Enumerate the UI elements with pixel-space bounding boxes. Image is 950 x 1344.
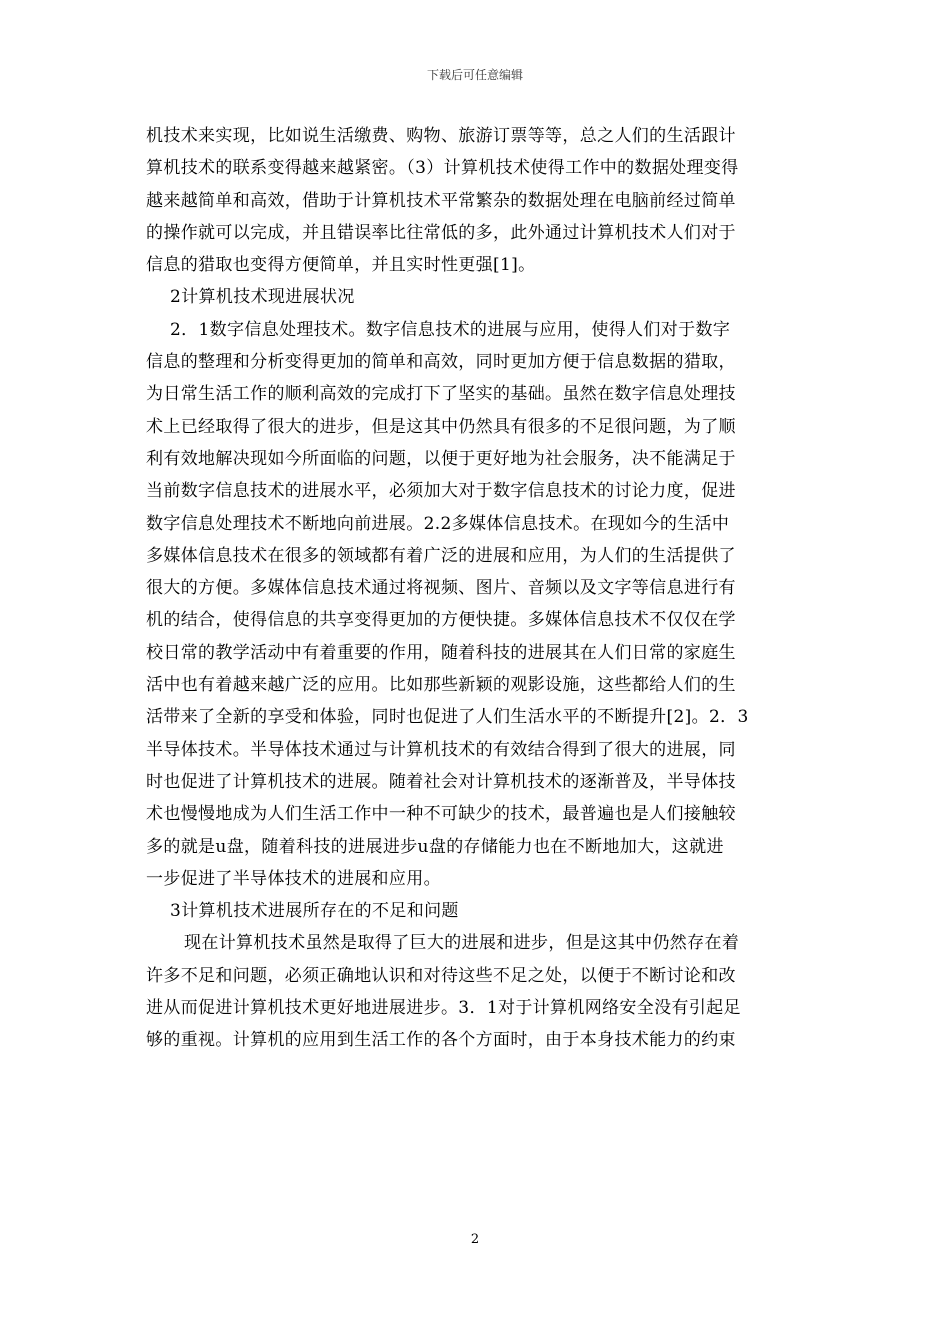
text-line: 机技术来实现，比如说生活缴费、购物、旅游订票等等，总之人们的生活跟计 (146, 126, 736, 146)
text-line: 算机技术的联系变得越来越紧密。（3）计算机技术使得工作中的数据处理变得 (146, 158, 739, 179)
text-line: 多的就是u盘，随着科技的进展进步u盘的存储能力也在不断地加大，这就进 (146, 836, 724, 857)
text-line: 一步促进了半导体技术的进展和应用。 (146, 868, 441, 889)
text-line: 进从而促进计算机技术更好地进展进步。3．1对于计算机网络安全没有引起足 (146, 998, 741, 1019)
text-line: 信息的整理和分析变得更加的简单和高效，同时更加方便于信息数据的猎取， (146, 352, 736, 373)
text-line: 时也促进了计算机技术的进展。随着社会对计算机技术的逐渐普及，半导体技 (146, 771, 736, 792)
text-line: 活中也有着越来越广泛的应用。比如那些新颖的观影设施，这些都给人们的生 (146, 675, 736, 696)
text-line: 活带来了全新的享受和体验，同时也促进了人们生活水平的不断提升[2]。2．3 (146, 707, 749, 728)
text-line: 当前数字信息技术的进展水平，必须加大对于数字信息技术的讨论力度，促进 (146, 481, 736, 502)
text-line: 校日常的教学活动中有着重要的作用，随着科技的进展其在人们日常的家庭生 (146, 642, 736, 663)
text-line: 数字信息处理技术不断地向前进展。2.2多媒体信息技术。在现如今的生活中 (146, 513, 730, 534)
page-number: 2 (470, 1232, 480, 1247)
text-line: 机的结合，使得信息的共享变得更加的方便快捷。多媒体信息技术不仅仅在学 (146, 610, 736, 631)
section-heading: 2计算机技术现进展状况 (170, 287, 355, 308)
section-heading: 3计算机技术进展所存在的不足和问题 (170, 901, 459, 922)
text-line: 信息的猎取也变得方便简单，并且实时性更强[1]。 (146, 255, 536, 276)
text-line: 半导体技术。半导体技术通过与计算机技术的有效结合得到了很大的进展，同 (146, 739, 736, 760)
text-line: 术也慢慢地成为人们生活工作中一种不可缺少的技术，最普遍也是人们接触较 (146, 804, 736, 825)
document-body (146, 120, 806, 1057)
text-line: 许多不足和问题，必须正确地认识和对待这些不足之处，以便于不断讨论和改 (146, 965, 736, 986)
text-line: 很大的方便。多媒体信息技术通过将视频、图片、音频以及文字等信息进行有 (146, 578, 736, 599)
text-line: 利有效地解决现如今所面临的问题，以便于更好地为社会服务，决不能满足于 (146, 448, 736, 469)
page-header: 下载后可任意编辑 (426, 68, 523, 82)
text-line: 2．1数字信息处理技术。数字信息技术的进展与应用，使得人们对于数字 (170, 319, 731, 340)
text-line: 术上已经取得了很大的进步，但是这其中仍然具有很多的不足很问题，为了顺 (146, 416, 736, 437)
text-line: 为日常生活工作的顺利高效的完成打下了坚实的基础。虽然在数字信息处理技 (146, 384, 736, 405)
text-line: 现在计算机技术虽然是取得了巨大的进展和进步，但是这其中仍然存在着 (184, 933, 740, 954)
text-line: 多媒体信息技术在很多的领域都有着广泛的进展和应用，为人们的生活提供了 (146, 545, 736, 566)
text-line: 的操作就可以完成，并且错误率比往常低的多，此外通过计算机技术人们对于 (146, 222, 736, 243)
text-line: 越来越简单和高效，借助于计算机技术平常繁杂的数据处理在电脑前经过简单 (146, 190, 736, 211)
text-line: 够的重视。计算机的应用到生活工作的各个方面时，由于本身技术能力的约束 (146, 1030, 736, 1051)
